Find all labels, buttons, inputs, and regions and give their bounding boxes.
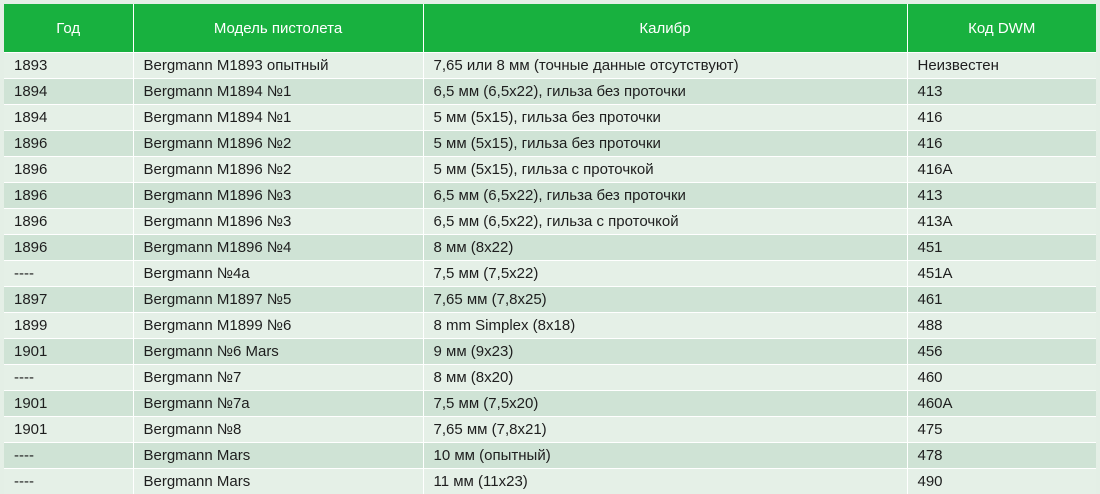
- table-body: [4, 53, 1096, 494]
- table-row: [4, 183, 1096, 209]
- table-row: [4, 365, 1096, 391]
- cell-dwm-code: 456: [907, 339, 1096, 365]
- cell-dwm-code: 478: [907, 443, 1096, 469]
- cell-caliber: 10 мм (опытный): [423, 443, 907, 469]
- cell-caliber: 9 мм (9x23): [423, 339, 907, 365]
- table-row: [4, 209, 1096, 235]
- table-row: [4, 131, 1096, 157]
- table-row: [4, 417, 1096, 443]
- pistol-table-container: [4, 4, 1096, 490]
- cell-caliber: 7,5 мм (7,5x20): [423, 391, 907, 417]
- cell-model: Bergmann M1894 №1: [133, 105, 423, 131]
- cell-year: 1899: [4, 313, 133, 339]
- cell-model: Bergmann №4a: [133, 261, 423, 287]
- cell-caliber: 11 мм (11x23): [423, 469, 907, 494]
- cell-caliber: 7,65 мм (7,8x21): [423, 417, 907, 443]
- table-row: [4, 313, 1096, 339]
- cell-model: Bergmann M1896 №2: [133, 131, 423, 157]
- cell-dwm-code: 413: [907, 183, 1096, 209]
- cell-caliber: 8 мм (8x20): [423, 365, 907, 391]
- cell-caliber: 5 мм (5x15), гильза без проточки: [423, 105, 907, 131]
- cell-model: Bergmann M1896 №3: [133, 183, 423, 209]
- cell-year: 1896: [4, 183, 133, 209]
- cell-year: ----: [4, 365, 133, 391]
- cell-year: 1896: [4, 131, 133, 157]
- cell-caliber: 5 мм (5x15), гильза без проточки: [423, 131, 907, 157]
- cell-year: ----: [4, 261, 133, 287]
- cell-dwm-code: 416: [907, 105, 1096, 131]
- cell-dwm-code: 490: [907, 469, 1096, 494]
- table-header: [4, 4, 1096, 53]
- cell-model: Bergmann №7a: [133, 391, 423, 417]
- cell-year: 1894: [4, 79, 133, 105]
- cell-dwm-code: 475: [907, 417, 1096, 443]
- table-row: [4, 79, 1096, 105]
- cell-dwm-code: Неизвестен: [907, 53, 1096, 79]
- cell-caliber: 6,5 мм (6,5x22), гильза без проточки: [423, 79, 907, 105]
- cell-dwm-code: 451A: [907, 261, 1096, 287]
- cell-model: Bergmann M1894 №1: [133, 79, 423, 105]
- cell-dwm-code: 461: [907, 287, 1096, 313]
- cell-model: Bergmann M1893 опытный: [133, 53, 423, 79]
- cell-model: Bergmann M1899 №6: [133, 313, 423, 339]
- cell-caliber: 7,65 мм (7,8x25): [423, 287, 907, 313]
- cell-model: Bergmann №7: [133, 365, 423, 391]
- cell-model: Bergmann Mars: [133, 469, 423, 494]
- header-dwm-code: Код DWM: [907, 4, 1096, 53]
- table-row: [4, 339, 1096, 365]
- cell-dwm-code: 488: [907, 313, 1096, 339]
- table-row: [4, 235, 1096, 261]
- cell-dwm-code: 413A: [907, 209, 1096, 235]
- cell-dwm-code: 416: [907, 131, 1096, 157]
- table-row: [4, 157, 1096, 183]
- table-row: [4, 443, 1096, 469]
- cell-year: ----: [4, 443, 133, 469]
- cell-model: Bergmann M1896 №2: [133, 157, 423, 183]
- header-caliber: Калибр: [423, 4, 907, 53]
- table-row: [4, 105, 1096, 131]
- cell-dwm-code: 413: [907, 79, 1096, 105]
- header-row: [4, 4, 1096, 53]
- table-row: [4, 469, 1096, 494]
- header-year: Год: [4, 4, 133, 53]
- cell-dwm-code: 451: [907, 235, 1096, 261]
- table-row: [4, 391, 1096, 417]
- cell-model: Bergmann M1896 №3: [133, 209, 423, 235]
- cell-model: Bergmann №8: [133, 417, 423, 443]
- table-row: [4, 287, 1096, 313]
- cell-year: 1901: [4, 391, 133, 417]
- cell-model: Bergmann Mars: [133, 443, 423, 469]
- cell-caliber: 8 mm Simplex (8x18): [423, 313, 907, 339]
- cell-model: Bergmann M1896 №4: [133, 235, 423, 261]
- cell-caliber: 5 мм (5x15), гильза с проточкой: [423, 157, 907, 183]
- cell-year: 1897: [4, 287, 133, 313]
- cell-year: 1896: [4, 157, 133, 183]
- table-row: [4, 53, 1096, 79]
- cell-year: 1901: [4, 339, 133, 365]
- cell-year: 1894: [4, 105, 133, 131]
- cell-model: Bergmann M1897 №5: [133, 287, 423, 313]
- cell-caliber: 6,5 мм (6,5x22), гильза без проточки: [423, 183, 907, 209]
- header-model: Модель пистолета: [133, 4, 423, 53]
- cell-caliber: 8 мм (8x22): [423, 235, 907, 261]
- pistol-models-table: [4, 4, 1096, 494]
- cell-year: 1896: [4, 235, 133, 261]
- cell-dwm-code: 460: [907, 365, 1096, 391]
- cell-dwm-code: 416A: [907, 157, 1096, 183]
- cell-year: 1901: [4, 417, 133, 443]
- cell-model: Bergmann №6 Mars: [133, 339, 423, 365]
- cell-caliber: 7,65 или 8 мм (точные данные отсутствуют): [423, 53, 907, 79]
- cell-year: 1896: [4, 209, 133, 235]
- cell-year: 1893: [4, 53, 133, 79]
- cell-dwm-code: 460A: [907, 391, 1096, 417]
- cell-caliber: 7,5 мм (7,5x22): [423, 261, 907, 287]
- table-row: [4, 261, 1096, 287]
- cell-caliber: 6,5 мм (6,5x22), гильза с проточкой: [423, 209, 907, 235]
- cell-year: ----: [4, 469, 133, 494]
